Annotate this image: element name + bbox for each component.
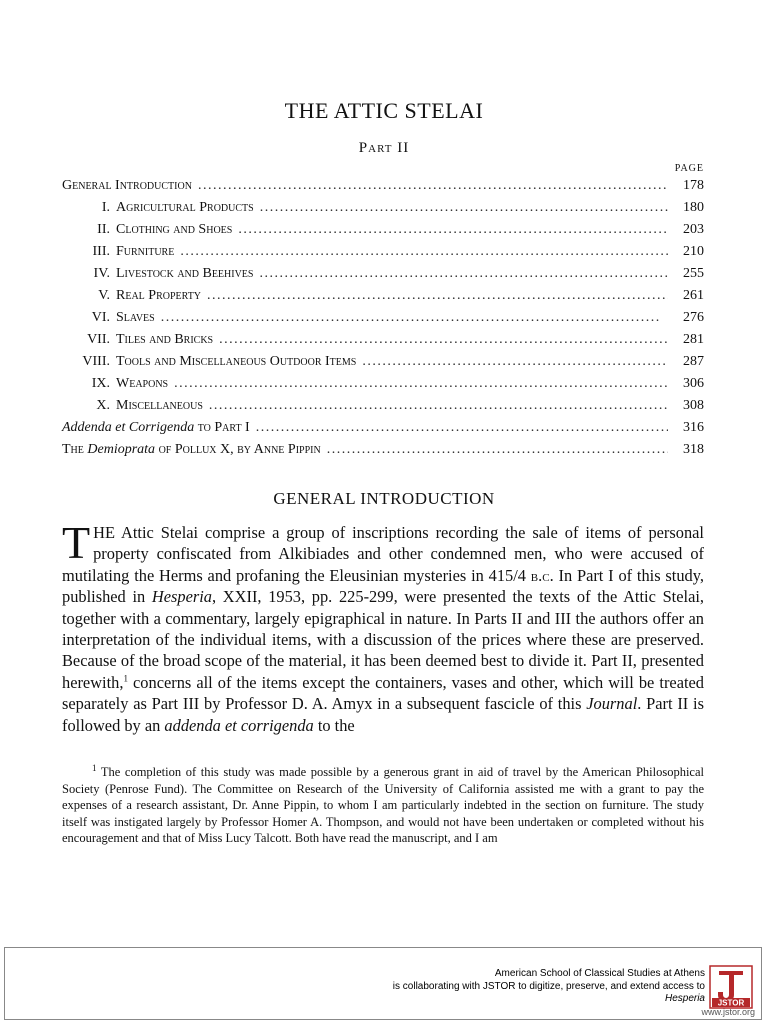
toc-entry-page: 318 [683,442,704,457]
body-text-e: . Part II is followed by an [62,694,704,735]
toc-leader-dots [198,178,668,194]
toc-entry [62,354,704,376]
toc-leader-dots [161,310,668,326]
toc-entry-page: 308 [683,398,704,413]
toc-entry-number: VIII. [82,354,110,369]
toc-entry-title: Livestock and Beehives [116,266,254,281]
toc-leader-dots [209,398,668,414]
jstor-notice [245,968,705,1006]
toc-entry-number: IV. [93,266,110,281]
jstor-url[interactable]: www.jstor.org [701,1007,755,1017]
toc-entry [62,222,704,244]
jstor-logo-icon[interactable] [709,965,753,1009]
toc-leader-dots [174,376,668,392]
jstor-journal: Hesperia [664,993,705,1004]
toc-entry-page: 316 [683,420,704,435]
body-text-b: In Part I of this study, published in [62,565,704,607]
jstor-line-2: is collaborating with JSTOR to digitize, preserve, and extend access to [392,980,705,992]
toc-entry [62,288,704,310]
toc-leader-dots [207,288,668,304]
footnote-marker: 1 [123,673,128,684]
toc-entry-title-rest: to Part I [194,420,250,435]
toc-entry-title: Clothing and Shoes [116,222,233,237]
toc-entry-title-italic: Demioprata [87,442,156,457]
toc-entry-page: 261 [683,288,704,303]
footnote [62,764,704,847]
article-title: THE ATTIC STELAI [284,98,484,123]
toc-entry-page: 287 [683,354,704,369]
toc-entry-title: Real Property [116,288,202,303]
jstor-logo-text: JSTOR [717,998,745,1008]
section-heading: GENERAL INTRODUCTION [273,489,495,508]
toc-entry-title: Agricultural Products [116,200,254,215]
toc-entry-number: VII. [87,332,110,347]
toc-entry-title [62,420,250,436]
drop-cap: T [62,517,91,568]
toc-entry-number: III. [92,244,110,259]
toc-page-label: PAGE [674,163,704,174]
footnote-text: The completion of this study was made possible by a generous grant in aid of travel by the American Philosophical Society (Penrose Fund). The Committee on Research of the University of California assisted me with a grant to pay the expenses of a research assistant, Dr. Anne Pippin, to whom I am particularly indebted in the section on furniture. The study itself was instigated largely by Professor Homer A. Thompson, and would not have been undertaken or completed without his encouragement and that of Miss Lucy Talcott. Both have read the manuscript, and I am [62,765,704,845]
footnote-number: 1 [92,762,97,773]
toc-entry-number: II. [97,222,110,237]
toc-leader-dots [238,222,668,238]
jstor-banner[interactable] [4,947,762,1020]
body-bc: b.c. [530,565,554,585]
toc-entry-page: 203 [683,222,704,237]
body-text-a: HE Attic Stelai comprise a group of inscriptions recording the sale of items of personal property confiscated from Alkibiades and other condemned men, who were accused of mutilating the Herms and profaning the Eleusinian mysteries in 415/4 [62,523,704,585]
toc-entry-page: 276 [683,310,704,325]
toc-entry [62,266,704,288]
toc-entry-page: 255 [683,266,704,281]
toc-entry [62,244,704,266]
toc-entry-number: I. [101,200,110,215]
body-paragraph [62,517,704,736]
toc-entry-number: V. [98,288,110,303]
toc-leader-dots [260,200,668,216]
toc-entry [62,200,704,222]
toc-leader-dots [327,442,668,458]
toc-entry [62,420,704,442]
body-addenda: addenda et corrigenda [164,715,314,735]
toc-entry [62,442,704,464]
toc-entry-title: Weapons [116,376,169,391]
toc-entry-number: VI. [91,310,110,325]
toc-entry-title [62,442,321,458]
toc-entry-title: Miscellaneous [116,398,203,413]
body-journal: Journal [586,694,638,714]
toc-entry [62,310,704,332]
toc-entry-title: Furniture [116,244,175,259]
body-text-f: to the [313,715,355,735]
toc-leader-dots [219,332,668,348]
toc-entry-page: 180 [683,200,704,215]
toc-entry [62,398,704,420]
toc-entry-title-rest: of Pollux X, by Anne Pippin [155,442,321,457]
toc-entry-page: 210 [683,244,704,259]
toc-entry [62,376,704,398]
toc-leader-dots [256,420,668,436]
toc-entry-title: Slaves [116,310,155,325]
toc-leader-dots [362,354,668,370]
toc-entry-title: Tools and Miscellaneous Outdoor Items [116,354,357,369]
body-hesperia: Hesperia [151,587,212,607]
toc-entry-page: 281 [683,332,704,347]
toc-entry-number: X. [96,398,110,413]
toc-entry-page: 178 [683,178,704,193]
toc-entry [62,178,704,200]
toc-entry-title-pre: The [62,442,88,457]
toc-entry-title: Tiles and Bricks [116,332,214,347]
toc-entry-title-italic: Addenda et Corrigenda [62,420,195,435]
toc-entry [62,332,704,354]
part-subtitle: Part II [358,140,410,156]
toc-entry-number: IX. [91,376,110,391]
jstor-line-1: American School of Classical Studies at Athens [494,968,705,979]
table-of-contents [62,178,704,464]
toc-entry-page: 306 [683,376,704,391]
toc-entry-title: General Introduction [62,178,192,193]
toc-leader-dots [259,266,668,282]
body-text-d: concerns all of the items except the containers, vases and other, which will be treated separately as Part III by Professor D. A. Amyx in a subsequent fascicle of this [62,672,704,714]
toc-leader-dots [180,244,668,260]
body-text-c: , XXII, 1953, pp. 225-299, were presented the texts of the Attic Stelai, together with a commentary, largely epigraphical in nature. In Parts II and III the authors offer an interpretation of the individual items, with a discussion of the prices where these are preserved. Because of the broad scope of the material, it has been deemed best to divide it. Part II, presented herewith, [62,587,704,692]
